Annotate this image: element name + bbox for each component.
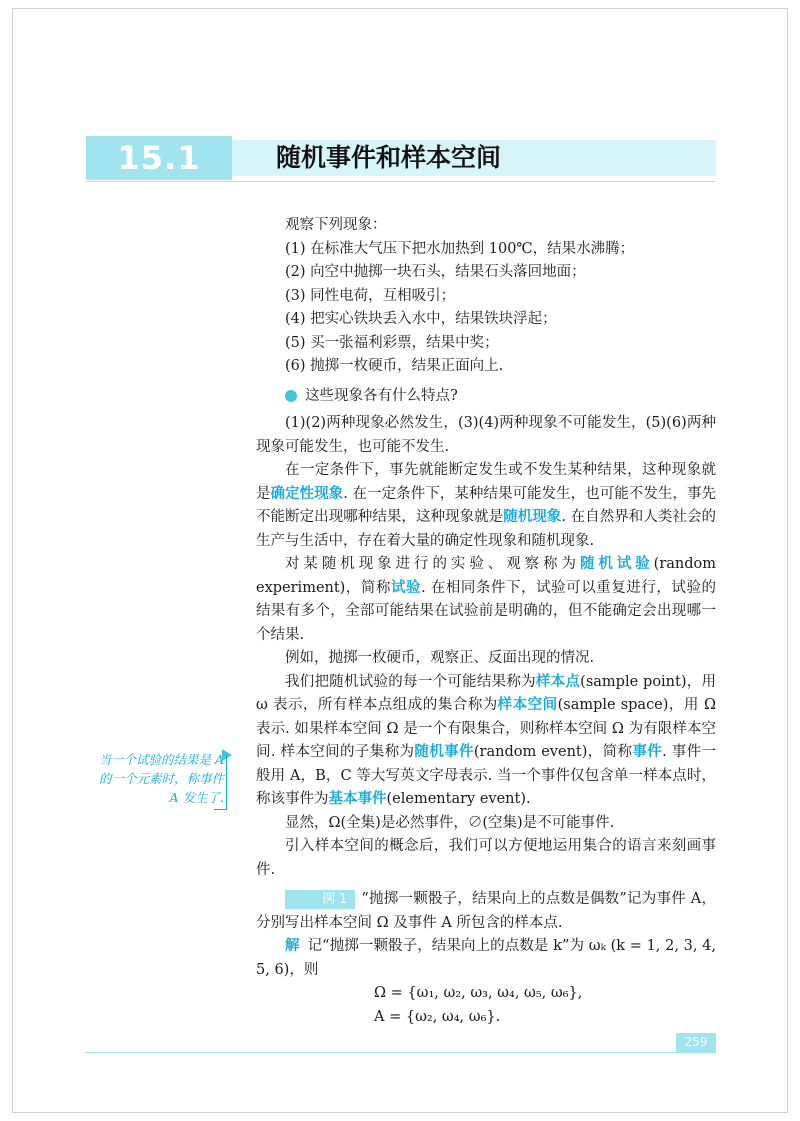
main-content bbox=[256, 214, 716, 1029]
intro-text: 观察下列现象： bbox=[285, 217, 387, 233]
solution-label: 解 bbox=[285, 938, 300, 954]
paragraph-7: 引入样本空间的概念后，我们可以方便地运用集合的语言来刻画事件. bbox=[256, 838, 716, 878]
p3-text-b: (random experiment)，简称 bbox=[256, 556, 717, 596]
p5-text-b: (sample point)，用 ω 表示，所有样本点组成的集合称为 bbox=[256, 673, 717, 713]
p5-text-c: (sample space)，用 Ω 表示. 如果样本空间 Ω 是一个有限集合，则称样本空间 Ω 为有限样本空间. 样本空间的子集称为 bbox=[256, 697, 716, 760]
margin-note-bracket bbox=[226, 756, 227, 810]
p3-text-c: . 在相同条件下，试验可以重复进行，试验的结果有多个，全部可能结果在试验前是明确的，但不能确定会出现哪一个结果. bbox=[256, 579, 717, 643]
keyword-elementary-event: 基本事件 bbox=[328, 791, 387, 807]
formula-event-a: A = {ω₂, ω₄, ω₆}. bbox=[374, 1008, 501, 1025]
example-text: “抛掷一颗骰子，结果向上的点数是偶数”记为事件 A，分别写出样本空间 Ω 及事件 A 所包含的样本点. bbox=[256, 891, 716, 931]
phenomenon-2: (2) 向空中抛掷一块石头，结果石头落回地面； bbox=[285, 264, 586, 280]
phenomenon-6: (6) 抛掷一枚硬币，结果正面向上. bbox=[285, 358, 504, 374]
section-title: 随机事件和样本空间 bbox=[276, 143, 502, 172]
keyword-event: 事件 bbox=[632, 744, 663, 760]
formula-sample-space: Ω = {ω₁, ω₂, ω₃, ω₄, ω₅, ω₆}, bbox=[374, 985, 583, 1001]
margin-note-bracket-foot bbox=[214, 809, 226, 810]
keyword-deterministic: 确定性现象 bbox=[270, 485, 344, 502]
p3-text-a: 对某随机现象进行的实验、观察称为 bbox=[285, 556, 580, 572]
paragraph-5 bbox=[256, 671, 716, 812]
phenomenon-1: (1) 在标准大气压下把水加热到 100℃，结果水沸腾； bbox=[285, 240, 635, 257]
section-number: 15.1 bbox=[86, 136, 232, 180]
paragraph-6: 显然，Ω(全集)是必然事件，∅(空集)是不可能事件. bbox=[285, 814, 615, 831]
keyword-sample-point: 样本点 bbox=[535, 673, 581, 690]
p2-text-a: 在一定条件下，事先就能断定发生或不发生某种结果，这种现象就是 bbox=[256, 462, 716, 502]
example-label: 例 1 bbox=[285, 890, 355, 909]
paragraph-3 bbox=[256, 553, 716, 647]
question-bullet-icon bbox=[285, 390, 297, 402]
keyword-random-event: 随机事件 bbox=[414, 744, 474, 760]
phenomenon-5: (5) 买一张福利彩票，结果中奖； bbox=[285, 334, 499, 351]
header-rule bbox=[86, 181, 716, 182]
paragraph-4: 例如，抛掷一枚硬币，观察正、反面出现的情况. bbox=[285, 650, 595, 666]
phenomenon-3: (3) 同性电荷，互相吸引； bbox=[285, 287, 456, 304]
keyword-random-experiment: 随机试验 bbox=[579, 556, 654, 572]
page-number: 259 bbox=[676, 1033, 716, 1052]
p2-text-b: . 在一定条件下，某种结果可能发生，也可能不发生，事先不能断定出现哪种结果，这种现象就是 bbox=[256, 485, 717, 525]
p2-text-c: . 在自然界和人类社会的生产与生活中，存在着大量的确定性现象和随机现象. bbox=[256, 509, 717, 549]
keyword-sample-space: 样本空间 bbox=[497, 697, 558, 713]
margin-note: 当一个试验的结果是 A 的一个元素时，称事件 A 发生了. bbox=[98, 752, 224, 805]
keyword-experiment: 试验 bbox=[391, 579, 422, 596]
paragraph-2 bbox=[256, 459, 716, 553]
question-text: 这些现象各有什么特点? bbox=[305, 387, 458, 404]
p5-text-e: . 事件一般用 A，B，C 等大写英文字母表示. 当一个事件仅包含单一样本点时，称该事件为 bbox=[256, 744, 717, 807]
footer-rule bbox=[86, 1052, 716, 1053]
paragraph-1: (1)(2)两种现象必然发生，(3)(4)两种现象不可能发生，(5)(6)两种现象可能发生，也可能不发生. bbox=[256, 415, 716, 455]
solution bbox=[256, 935, 716, 982]
p5-text-a: 我们把随机试验的每一个可能结果称为 bbox=[285, 673, 536, 690]
question-row bbox=[256, 385, 716, 409]
p5-text-d: (random event)，简称 bbox=[473, 744, 633, 760]
solution-text: 记“抛掷一颗骰子，结果向上的点数是 k”为 ωₖ (k = 1, 2, 3, 4, 5, 6)，则 bbox=[256, 938, 717, 978]
p5-text-f: (elementary event). bbox=[386, 791, 531, 807]
example-1 bbox=[256, 888, 716, 935]
phenomenon-4: (4) 把实心铁块丢入水中，结果铁块浮起； bbox=[285, 311, 557, 327]
keyword-random-phenomenon: 随机现象 bbox=[503, 509, 562, 525]
